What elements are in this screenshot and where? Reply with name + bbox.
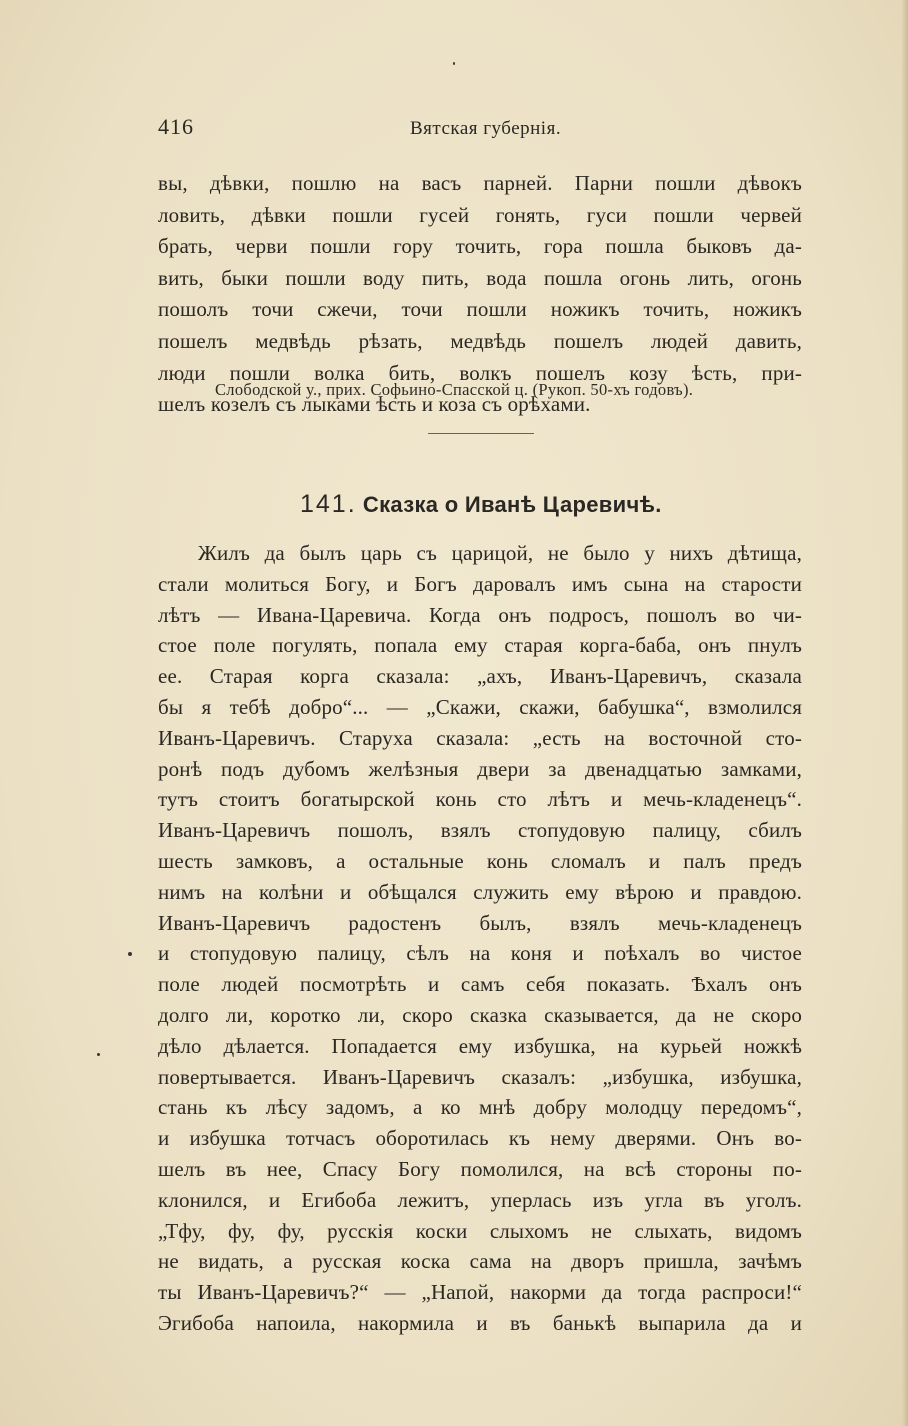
- text-line: дѣло дѣлается. Попадается ему избушка, на курьей ножкѣ: [158, 1033, 802, 1058]
- text-line: Жилъ да былъ царь съ царицой, не было у нихъ дѣтища,: [198, 541, 802, 565]
- page-header: [158, 114, 800, 144]
- text-line: шелъ въ нее, Спасу Богу помолился, на всѣ стороны по-: [158, 1156, 802, 1181]
- text-line: пошолъ точи сжечи, точи пошли ножикъ точить, ножикъ: [158, 297, 802, 322]
- text-line: „Тфу, фу, фу, русскія коски слыхомъ не слыхать, видомъ: [158, 1218, 802, 1243]
- text-line: нимъ на колѣни и обѣщался служить ему вѣрою и правдою.: [158, 879, 802, 904]
- text-line: повертывается. Иванъ-Царевичъ сказалъ: „избушка, избушка,: [158, 1064, 802, 1089]
- page-number: 416: [158, 114, 194, 139]
- text-line: стали молиться Богу, и Богъ даровалъ имъ сына на старости: [158, 571, 802, 596]
- text-line: Эгибоба напоила, накормила и въ банькѣ выпарила да и: [158, 1310, 802, 1335]
- text-line: Иванъ-Царевичъ радостенъ былъ, взялъ мечь-кладенецъ: [158, 910, 802, 935]
- text-line: ловить, дѣвки пошли гусей гонять, гуси пошли червей: [158, 202, 802, 227]
- text-line: ронѣ подъ дубомъ желѣзныя двери за двенадцатью замками,: [158, 756, 802, 781]
- text-line: тутъ стоитъ богатырской конь сто лѣтъ и мечь-кладенецъ“.: [158, 787, 802, 812]
- text-line: люди пошли волка бить, волкъ пошелъ козу ѣсть, при-: [158, 360, 802, 385]
- text-line: брать, черви пошли гору точить, гора пошла быковъ да-: [158, 234, 802, 259]
- text-line: лѣтъ — Ивана-Царевича. Когда онъ подросъ, пошолъ во чи-: [158, 602, 802, 627]
- running-title: Вятская губернія.: [410, 118, 562, 139]
- text-line: и стопудовую палицу, сѣлъ на коня и поѣхалъ во чистое: [158, 941, 802, 966]
- text-line: Иванъ-Царевичъ пошолъ, взялъ стопудовую палицу, сбилъ: [158, 818, 802, 843]
- text-line: стань къ лѣсу задомъ, а ко мнѣ добру молодцу передомъ“,: [158, 1095, 802, 1120]
- ink-speck: [453, 62, 455, 65]
- text-line: пошелъ медвѣдь рѣзать, медвѣдь пошелъ людей давить,: [158, 328, 802, 353]
- text-line: ее. Старая корга сказала: „ахъ, Иванъ-Царевичъ, сказала: [158, 664, 802, 689]
- text-line: вы, дѣвки, пошлю на васъ парней. Парни пошли дѣвокъ: [158, 171, 802, 195]
- text-line: Иванъ-Царевичъ. Старуха сказала: „есть на восточной сто-: [158, 725, 802, 750]
- ink-speck: [97, 1053, 100, 1056]
- tale-text: [158, 538, 802, 1339]
- text-line: поле людей посмотрѣть и самъ себя показать. Ѣхалъ онъ: [158, 972, 802, 997]
- text-line: клонился, и Егибоба лежитъ, уперлась изъ угла въ уголъ.: [158, 1187, 802, 1212]
- text-line: шелъ козелъ съ лыками ѣсть и коза съ орѣхами.: [158, 392, 591, 417]
- text-line: ты Иванъ-Царевичъ?“ — „Напой, накорми да тогда распроси!“: [158, 1280, 802, 1305]
- ink-speck: [128, 952, 132, 956]
- text-line: и избушка тотчасъ оборотилась къ нему дверями. Онъ во-: [158, 1126, 802, 1151]
- page-edge: [902, 0, 908, 1426]
- text-line: бы я тебѣ добро“... — „Скажи, скажи, бабушка“, взмолился: [158, 694, 802, 719]
- tale-heading: [300, 490, 662, 519]
- text-line: вить, быки пошли воду пить, вода пошла огонь лить, огонь: [158, 265, 802, 290]
- section-divider: [428, 433, 534, 434]
- text-line: не видать, а русская коска сама на дворъ пришла, зачѣмъ: [158, 1249, 802, 1274]
- text-line: шесть замковъ, а остальные конь сломалъ и палъ предъ: [158, 848, 802, 873]
- text-line: стое поле погулять, попала ему старая корга-баба, онъ пнулъ: [158, 633, 802, 658]
- tale-title: Сказка о Иванѣ Царевичѣ.: [362, 492, 662, 517]
- source-note: Слободской у., прих. Софьино-Спасской ц. (Рукоп. 50-хъ годовъ).: [215, 380, 694, 399]
- tale-number: 141.: [300, 490, 357, 518]
- text-line: долго ли, коротко ли, скоро сказка сказывается, да не скоро: [158, 1002, 802, 1027]
